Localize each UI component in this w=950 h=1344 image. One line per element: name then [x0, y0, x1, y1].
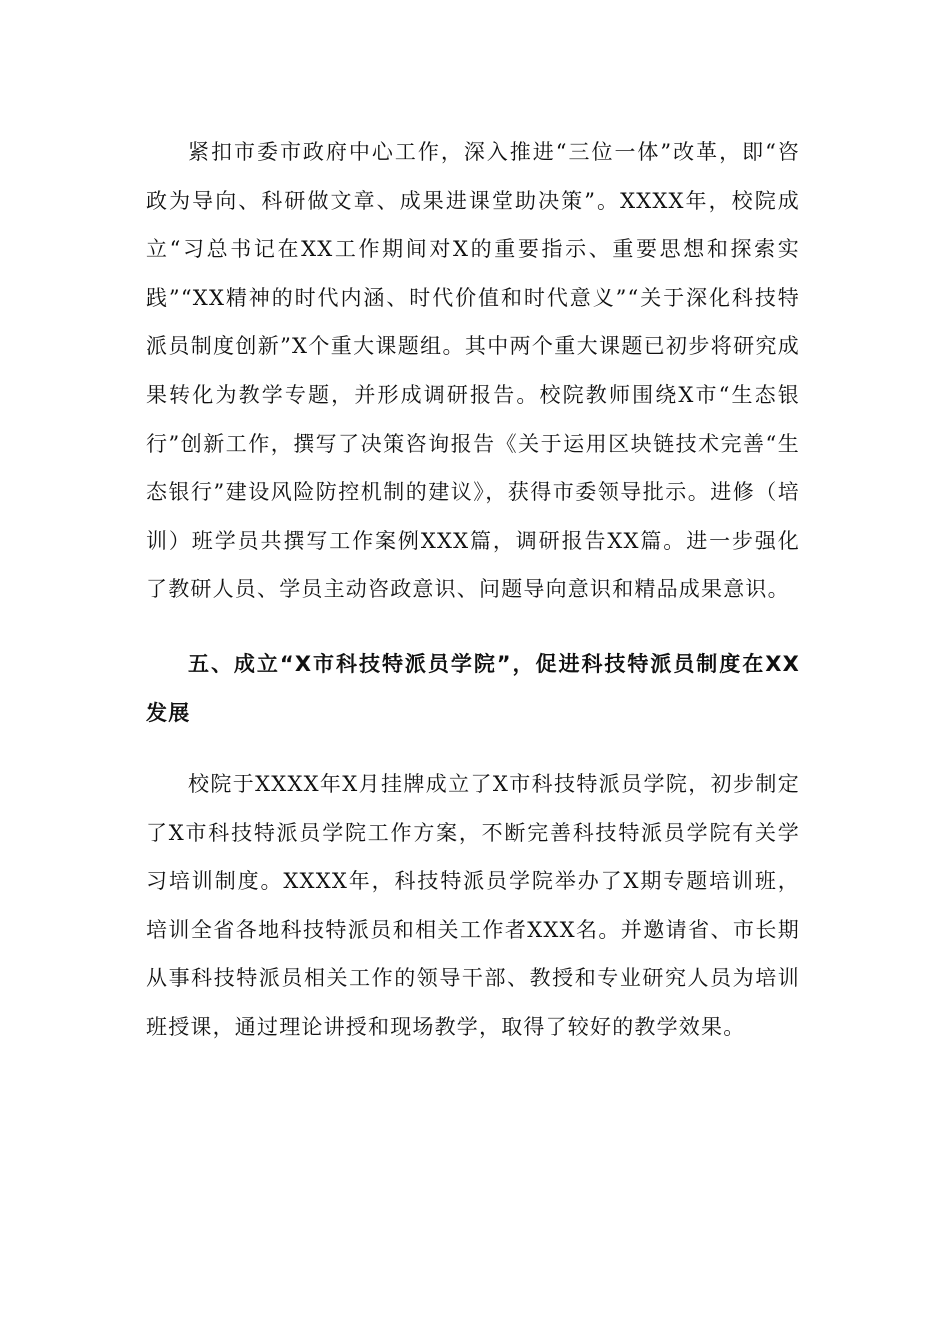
- body-paragraph-1: 紧扣市委市政府中心工作，深入推进“三位一体”改革，即“咨政为导向、科研做文章、成果进课堂助决策”。XXXX年，校院成立“习总书记在XX工作期间对X的重要指示、重要思想和探索实践”“XX精神的时代内涵、时代价值和时代意义”“关于深化科技特派员制度创新”X个重大课题组。其中两个重大课题已初步将研究成果转化为教学专题，并形成调研报告。校院教师围绕X市“生态银行”创新工作，撰写了决策咨询报告《关于运用区块链技术完善“生态银行”建设风险防控机制的建议》，获得市委领导批示。进修（培训）班学员共撰写工作案例XXX篇，调研报告XX篇。进一步强化了教研人员、学员主动咨政意识、问题导向意识和精品成果意识。: [146, 140, 800, 602]
- section-heading-5: 五、成立“X市科技特派员学院”，促进科技特派员制度在XX发展: [146, 651, 800, 725]
- document-page: [146, 128, 800, 1052]
- body-paragraph-2: 校院于XXXX年X月挂牌成立了X市科技特派员学院，初步制定了X市科技特派员学院工作方案，不断完善科技特派员学院有关学习培训制度。XXXX年，科技特派员学院举办了X期专题培训班，培训全省各地科技特派员和相关工作者XXX名。并邀请省、市长期从事科技特派员相关工作的领导干部、教授和专业研究人员为培训班授课，通过理论讲授和现场教学，取得了较好的教学效果。: [146, 771, 800, 1039]
